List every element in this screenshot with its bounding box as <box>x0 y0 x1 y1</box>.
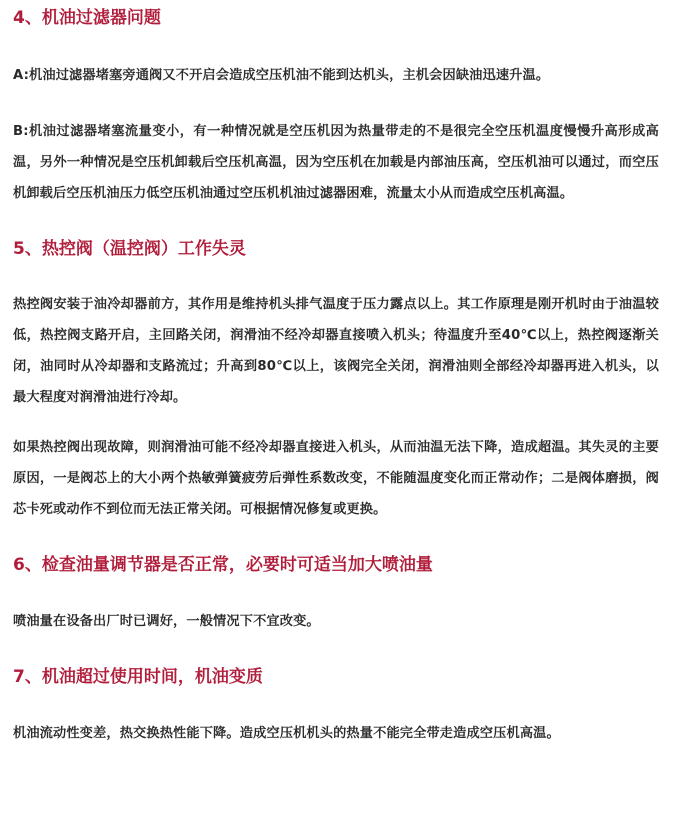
paragraph-thermal-valve-function: 热控阀安装于油冷却器前方，其作用是维持机头排气温度于压力露点以上。其工作原理是刚开机时由于油温较低，热控阀支路开启，主回路关闭，润滑油不经冷却器直接喷入机头；待温度升至40℃以上，热控阀逐渐关闭，油同时从冷却器和支路流过；升高到80℃以上，该阀完全关闭，润滑油则全部经冷却器再进入机头，以最大程度对润滑油进行冷却。 <box>13 297 659 405</box>
article-body <box>13 0 659 749</box>
section-heading-thermal-valve: 5、热控阀（温控阀）工作失灵 <box>13 239 246 259</box>
section-heading-oil-filter: 4、机油过滤器问题 <box>13 8 161 28</box>
section-heading-oil-regulator: 6、检查油量调节器是否正常，必要时可适当加大喷油量 <box>13 555 433 575</box>
section-heading-oil-expired: 7、机油超过使用时间，机油变质 <box>13 667 263 687</box>
paragraph-oil-filter-b: B:机油过滤器堵塞流量变小，有一种情况就是空压机因为热量带走的不是很完全空压机温度慢慢升高形成高温，另外一种情况是空压机卸载后空压机高温，因为空压机在加载是内部油压高，空压机油可以通过，而空压机卸载后空压机油压力低空压机油通过空压机机油过滤器困难，流量太小从而造成空压机高温。 <box>13 124 659 201</box>
paragraph-oil-regulator: 喷油量在设备出厂时已调好，一般情况下不宜改变。 <box>13 614 320 629</box>
paragraph-thermal-valve-failure: 如果热控阀出现故障，则润滑油可能不经冷却器直接进入机头，从而油温无法下降，造成超温。其失灵的主要原因，一是阀芯上的大小两个热敏弹簧疲劳后弹性系数改变，不能随温度变化而正常动作；二是阀体磨损，阀芯卡死或动作不到位而无法正常关闭。可根据情况修复或更换。 <box>13 440 659 517</box>
paragraph-oil-expired: 机油流动性变差，热交换热性能下降。造成空压机机头的热量不能完全带走造成空压机高温。 <box>13 726 560 741</box>
paragraph-oil-filter-a: A:机油过滤器堵塞旁通阀又不开启会造成空压机油不能到达机头，主机会因缺油迅速升温。 <box>13 68 550 83</box>
